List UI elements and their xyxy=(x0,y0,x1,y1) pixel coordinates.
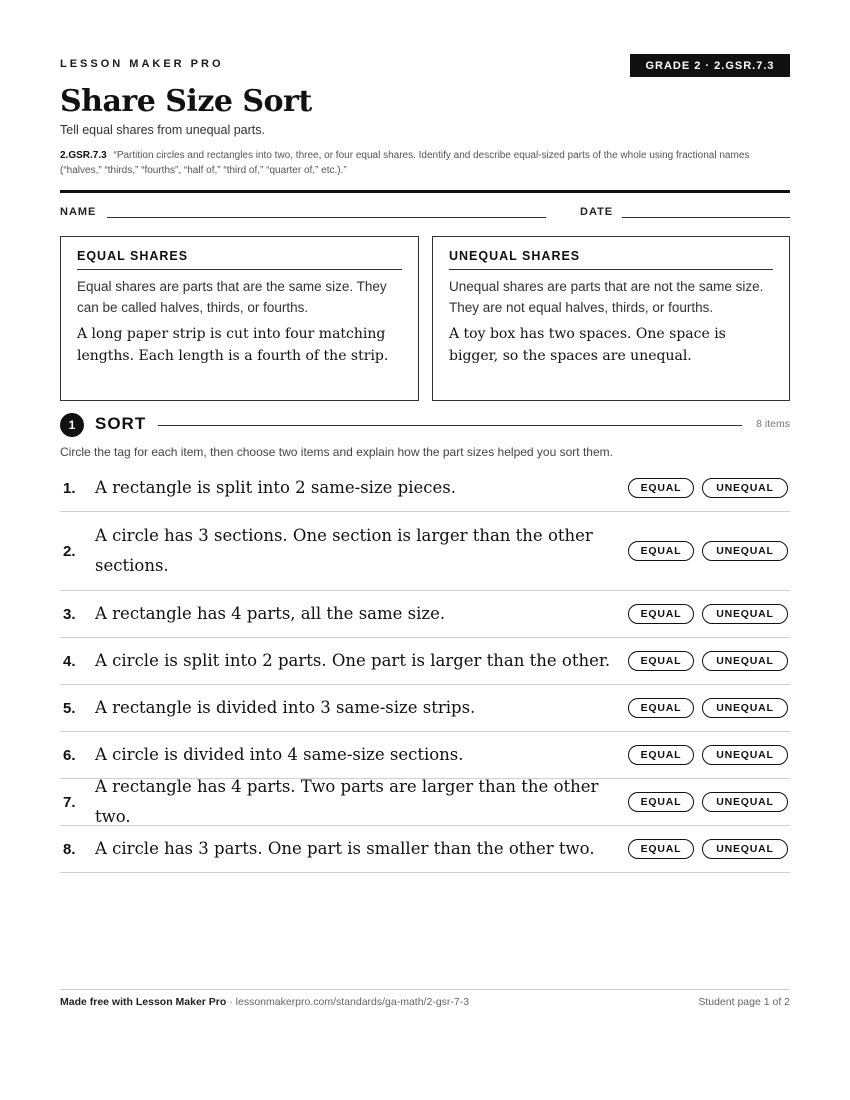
equal-tag[interactable]: EQUAL xyxy=(628,651,694,671)
unequal-tag[interactable]: UNEQUAL xyxy=(702,698,788,718)
item-number: 7. xyxy=(63,793,76,811)
standard-code: 2.GSR.7.3 xyxy=(60,150,107,161)
list-item xyxy=(60,685,790,732)
list-item xyxy=(60,591,790,638)
brand-name: LESSON MAKER PRO xyxy=(60,58,224,70)
unequal-tag[interactable]: UNEQUAL xyxy=(702,792,788,812)
unequal-tag[interactable]: UNEQUAL xyxy=(702,478,788,498)
tag-group xyxy=(628,698,788,718)
tag-group xyxy=(628,792,788,812)
equal-shares-example: A long paper strip is cut into four matching lengths. Each length is a fourth of the strip. xyxy=(77,326,389,364)
unequal-tag[interactable]: UNEQUAL xyxy=(702,541,788,561)
item-number: 4. xyxy=(63,652,76,670)
tag-group xyxy=(628,478,788,498)
item-text: A circle is split into 2 parts. One part is larger than the other. xyxy=(95,651,611,670)
equal-tag[interactable]: EQUAL xyxy=(628,478,694,498)
item-number: 8. xyxy=(63,840,76,858)
tag-group xyxy=(628,604,788,624)
unequal-tag[interactable]: UNEQUAL xyxy=(702,745,788,765)
item-text: A circle has 3 sections. One section is larger than the other sections. xyxy=(95,526,593,575)
list-item xyxy=(60,638,790,685)
equal-tag[interactable]: EQUAL xyxy=(628,604,694,624)
unequal-shares-box xyxy=(432,236,790,401)
equal-tag[interactable]: EQUAL xyxy=(628,541,694,561)
footer-url: · lessonmakerpro.com/standards/ga-math/2-gsr-7-3 xyxy=(226,996,470,1008)
grade-badge: GRADE 2 · 2.GSR.7.3 xyxy=(630,54,790,77)
section-number-badge: 1 xyxy=(60,413,84,437)
tag-group xyxy=(628,541,788,561)
sort-items-list xyxy=(60,465,790,873)
item-number: 3. xyxy=(63,605,76,623)
tag-group xyxy=(628,839,788,859)
item-number: 6. xyxy=(63,746,76,764)
standard-description xyxy=(60,148,790,178)
footer-made-with: Made free with Lesson Maker Pro xyxy=(60,996,227,1008)
item-text: A rectangle is split into 2 same-size pieces. xyxy=(95,478,456,497)
item-text: A circle is divided into 4 same-size sections. xyxy=(95,745,464,764)
equal-tag[interactable]: EQUAL xyxy=(628,792,694,812)
sort-section-header xyxy=(60,413,790,437)
equal-tag[interactable]: EQUAL xyxy=(628,698,694,718)
item-number: 5. xyxy=(63,699,76,717)
section-divider xyxy=(158,425,742,426)
date-label: DATE xyxy=(580,206,614,218)
footer-page-number: Student page 1 of 2 xyxy=(698,996,790,1008)
equal-tag[interactable]: EQUAL xyxy=(628,745,694,765)
item-text: A rectangle has 4 parts, all the same size. xyxy=(95,604,446,623)
name-field[interactable] xyxy=(107,217,546,218)
list-item xyxy=(60,512,790,591)
tag-group xyxy=(628,651,788,671)
unequal-shares-definition: Unequal shares are parts that are not the same size. They are not equal halves, thirds, or fourths. xyxy=(449,279,764,315)
equal-shares-heading: EQUAL SHARES xyxy=(77,249,402,270)
equal-shares-definition: Equal shares are parts that are the same size. They can be called halves, thirds, or fourths. xyxy=(77,279,387,315)
list-item xyxy=(60,826,790,873)
tag-group xyxy=(628,745,788,765)
item-number: 2. xyxy=(63,542,76,560)
header-divider xyxy=(60,190,790,193)
item-number: 1. xyxy=(63,479,76,497)
name-label: NAME xyxy=(60,206,97,218)
item-text: A rectangle is divided into 3 same-size strips. xyxy=(95,698,476,717)
equal-tag[interactable]: EQUAL xyxy=(628,839,694,859)
date-field[interactable] xyxy=(622,217,790,218)
page-title: Share Size Sort xyxy=(60,84,312,119)
unequal-tag[interactable]: UNEQUAL xyxy=(702,651,788,671)
item-count: 8 items xyxy=(756,418,790,430)
section-title: SORT xyxy=(95,414,147,433)
standard-text: “Partition circles and rectangles into two, three, or four equal shares. Identify and describe equal-sized parts of the whole using fractional names (“halves,” “thirds,” “fourths”, “half of,” “third of,” “quarter of,” etc.).” xyxy=(60,150,750,176)
list-item xyxy=(60,465,790,512)
item-text: A rectangle has 4 parts. Two parts are larger than the other two. xyxy=(95,777,599,826)
unequal-shares-example: A toy box has two spaces. One space is bigger, so the spaces are unequal. xyxy=(449,326,726,364)
item-text: A circle has 3 parts. One part is smaller than the other two. xyxy=(95,839,595,858)
section-instructions: Circle the tag for each item, then choose two items and explain how the part sizes helped you sort them. xyxy=(60,445,613,459)
unequal-shares-heading: UNEQUAL SHARES xyxy=(449,249,773,270)
page-subtitle: Tell equal shares from unequal parts. xyxy=(60,123,265,137)
equal-shares-box xyxy=(60,236,419,401)
footer-credit xyxy=(60,996,469,1008)
footer-divider xyxy=(60,989,790,990)
unequal-tag[interactable]: UNEQUAL xyxy=(702,604,788,624)
list-item xyxy=(60,779,790,826)
worksheet-page xyxy=(60,0,790,1100)
unequal-tag[interactable]: UNEQUAL xyxy=(702,839,788,859)
